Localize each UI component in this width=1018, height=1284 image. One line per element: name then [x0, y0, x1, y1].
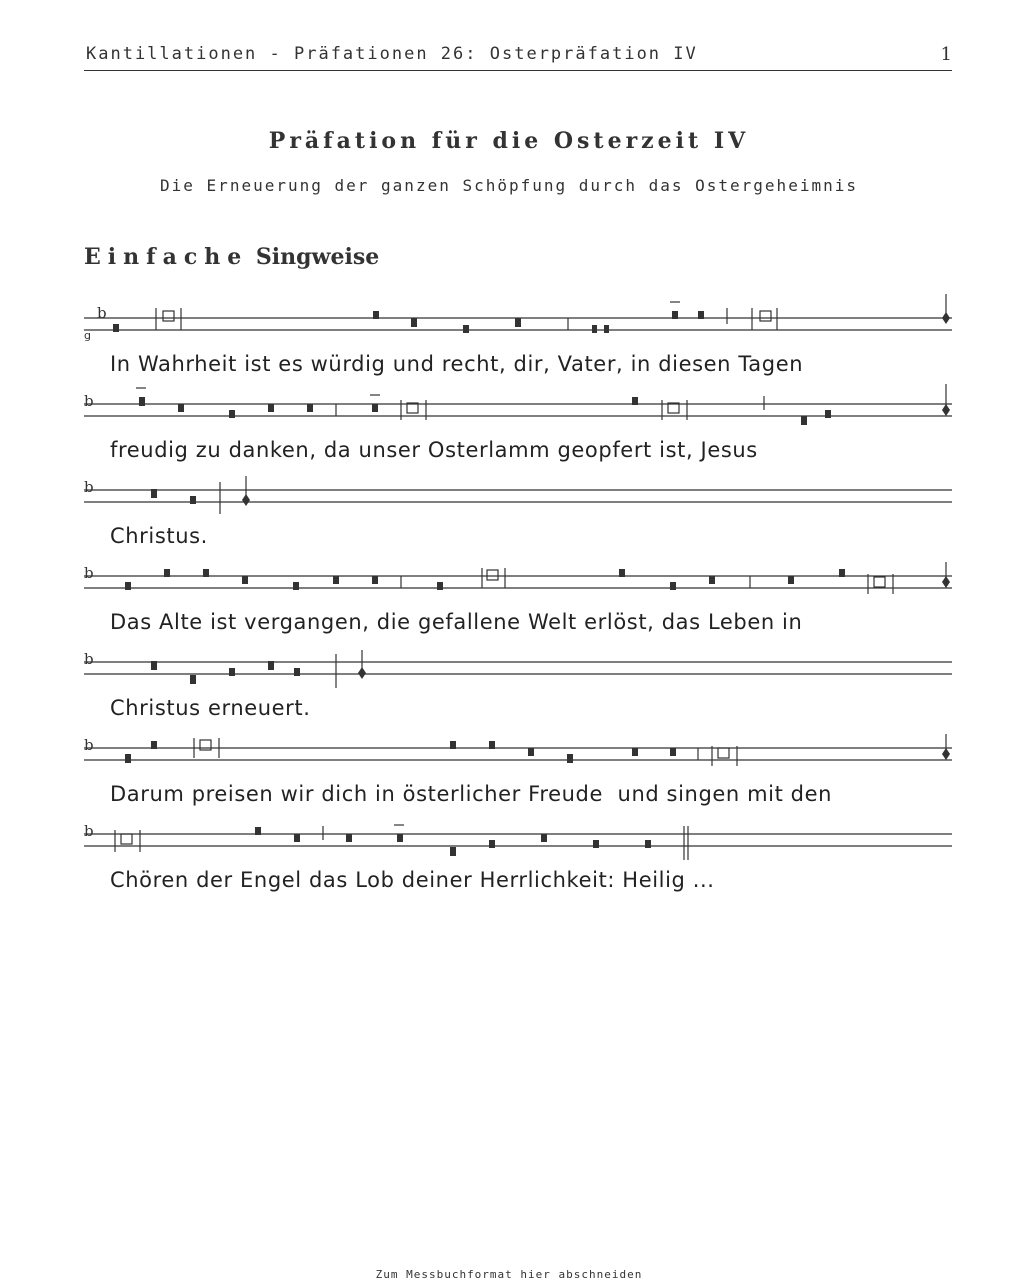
flat-sign: b	[84, 736, 94, 754]
lyric-line-4: Das Alte ist vergangen, die gefallene Welt erlöst, das Leben in	[110, 610, 803, 634]
staff-6	[84, 734, 952, 766]
page-title: Präfation für die Osterzeit IV	[268, 128, 750, 154]
section-word-1: Einfache	[84, 244, 249, 270]
lyric-line-3: Christus.	[110, 524, 208, 548]
page-subtitle: Die Erneuerung der ganzen Schöpfung durch das Ostergeheimnis	[160, 176, 858, 195]
flat-sign: b	[84, 822, 94, 840]
staff-5	[84, 650, 952, 688]
staff-4	[84, 562, 952, 594]
cut-line-note: Zum Messbuchformat hier abschneiden	[375, 1268, 643, 1281]
page-number: 1	[940, 44, 952, 65]
flat-sign: b	[84, 650, 94, 668]
section-word-2: Singweise	[255, 244, 380, 270]
lyric-line-1: In Wahrheit ist es würdig und recht, dir, Vater, in diesen Tagen	[110, 352, 804, 376]
flat-sign: b	[97, 304, 107, 322]
flat-sign: b	[84, 564, 94, 582]
lyric-line-5: Christus erneuert.	[110, 696, 311, 720]
header-title: Kantillationen - Präfationen 26: Osterpräfation IV	[86, 44, 698, 64]
staff-3	[84, 476, 952, 514]
clef-sign: g	[84, 329, 91, 342]
staff-7	[84, 822, 952, 860]
staff-2	[84, 384, 952, 425]
flat-sign: b	[84, 478, 94, 496]
lyric-line-6: Darum preisen wir dich in österlicher Freude und singen mit den	[110, 782, 833, 806]
lyric-line-2: freudig zu danken, da unser Osterlamm geopfert ist, Jesus	[110, 438, 758, 462]
staff-1	[84, 294, 952, 342]
lyric-line-7: Chören der Engel das Lob deiner Herrlichkeit: Heilig ...	[110, 868, 715, 892]
flat-sign: b	[84, 392, 94, 410]
